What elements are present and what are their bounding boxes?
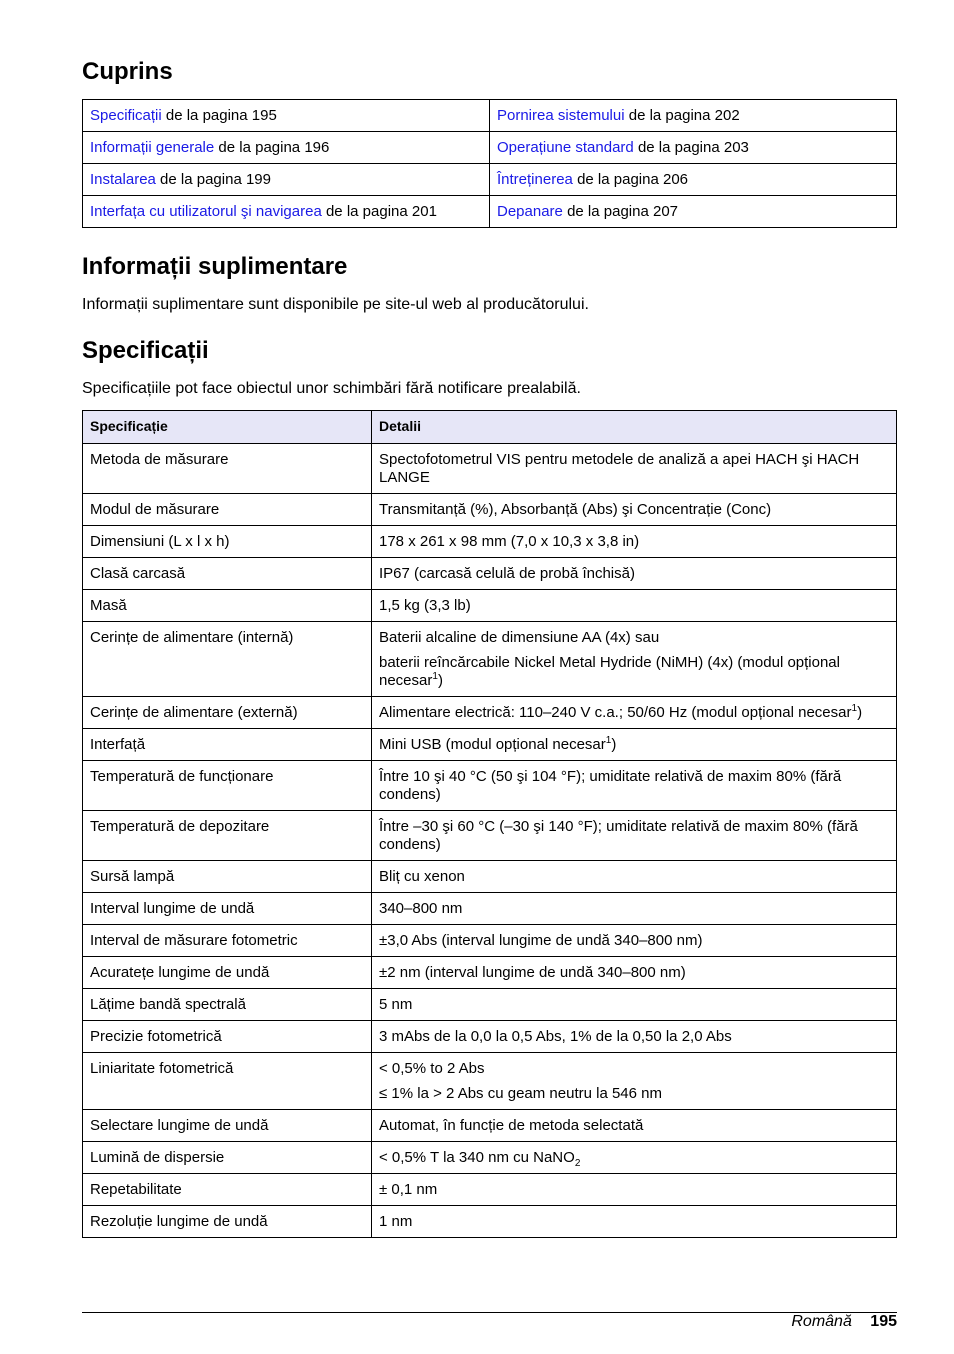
spec-detail-text: 3 mAbs de la 0,0 la 0,5 Abs, 1% de la 0,50 la 2,0 Abs <box>379 1028 732 1045</box>
spec-label: Metoda de măsurare <box>83 444 372 494</box>
toc-page-prefix: de la pagina <box>218 139 301 156</box>
spec-detail <box>372 761 897 811</box>
toc-cell <box>83 132 490 164</box>
info-title: Informații suplimentare <box>82 253 348 280</box>
spec-label: Cerințe de alimentare (externă) <box>83 697 372 729</box>
spec-detail <box>372 697 897 729</box>
spec-detail <box>372 893 897 925</box>
spec-detail <box>372 558 897 590</box>
toc-page-number: 196 <box>304 139 330 156</box>
spec-label: Acuratețe lungime de undă <box>83 957 372 989</box>
spec-detail-text: < 0,5% T la 340 nm cu NaNO <box>379 1149 575 1166</box>
spec-row <box>83 1174 897 1206</box>
spec-detail-text: 178 x 261 x 98 mm (7,0 x 10,3 x 3,8 in) <box>379 533 640 550</box>
toc-page-number: 201 <box>411 203 437 220</box>
spec-detail-text: Mini USB (modul opțional necesar <box>379 736 606 753</box>
spec-label: Cerințe de alimentare (internă) <box>83 622 372 697</box>
footer <box>791 1313 897 1331</box>
spec-header-detalii: Detalii <box>372 411 897 444</box>
toc-cell <box>490 196 897 228</box>
spec-row <box>83 558 897 590</box>
spec-row <box>83 590 897 622</box>
spec-detail-text: Între 10 şi 40 °C (50 şi 104 °F); umiditate relativă de maxim 80% (fără condens) <box>379 768 842 803</box>
spec-detail <box>372 957 897 989</box>
spec-detail-line <box>379 996 889 1014</box>
spec-detail-text: 5 nm <box>379 996 413 1013</box>
toc-page-prefix: de la pagina <box>628 107 711 124</box>
spec-label: Selectare lungime de undă <box>83 1110 372 1142</box>
spec-detail <box>372 729 897 761</box>
spec-detail-text: 1,5 kg (3,3 lb) <box>379 597 471 614</box>
toc-table <box>82 99 897 228</box>
toc-page-prefix: de la pagina <box>637 139 720 156</box>
toc-cell <box>490 164 897 196</box>
spec-row <box>83 861 897 893</box>
spec-detail-line <box>379 1213 889 1231</box>
spec-detail-text: Automat, în funcție de metoda selectată <box>379 1117 644 1134</box>
spec-detail <box>372 861 897 893</box>
toc-row <box>83 196 897 228</box>
spec-detail-line <box>379 736 889 754</box>
spec-label: Dimensiuni (L x l x h) <box>83 526 372 558</box>
spec-detail <box>372 811 897 861</box>
spec-detail <box>372 1110 897 1142</box>
spec-label: Temperatură de funcționare <box>83 761 372 811</box>
toc-cell <box>490 100 897 132</box>
toc-row <box>83 132 897 164</box>
spec-row <box>83 989 897 1021</box>
toc-title: Cuprins <box>82 58 173 85</box>
spec-detail-tail: ) <box>857 704 863 721</box>
spec-detail-text: Alimentare electrică: 110–240 V c.a.; 50/60 Hz (modul opțional necesar <box>379 704 852 721</box>
spec-label: Repetabilitate <box>83 1174 372 1206</box>
spec-detail-text: Transmitanță (%), Absorbanță (Abs) şi Concentrație (Conc) <box>379 501 772 518</box>
toc-page-number: 203 <box>723 139 749 156</box>
spec-detail-line <box>379 1117 889 1135</box>
spec-detail-line <box>379 704 889 722</box>
spec-row <box>83 1110 897 1142</box>
spec-row <box>83 893 897 925</box>
spec-detail-tail: ) <box>437 672 443 689</box>
spec-detail <box>372 444 897 494</box>
spec-detail-line <box>379 1028 889 1046</box>
toc-page-number: 199 <box>245 171 271 188</box>
spec-row <box>83 697 897 729</box>
spec-label: Interval de măsurare fotometric <box>83 925 372 957</box>
spec-detail-line <box>379 818 889 854</box>
spec-intro: Specificațiile pot face obiectul unor schimbări fără notificare prealabilă. <box>82 380 581 397</box>
spec-label: Sursă lampă <box>83 861 372 893</box>
spec-row <box>83 1053 897 1110</box>
footnote-marker: 1 <box>432 671 438 682</box>
toc-link[interactable]: Pornirea sistemului <box>497 107 625 124</box>
spec-label: Interfață <box>83 729 372 761</box>
spec-label: Clasă carcasă <box>83 558 372 590</box>
spec-detail-text: < 0,5% to 2 Abs <box>379 1060 485 1077</box>
toc-link[interactable]: Specificații <box>90 107 162 124</box>
toc-link[interactable]: Informații generale <box>90 139 215 156</box>
spec-detail-text: Bliț cu xenon <box>379 868 465 885</box>
footer-page-number: 195 <box>870 1313 897 1330</box>
spec-row <box>83 1142 897 1174</box>
spec-detail <box>372 1174 897 1206</box>
spec-row <box>83 729 897 761</box>
spec-detail-text: Între –30 şi 60 °C (–30 şi 140 °F); umiditate relativă de maxim 80% (fără condens) <box>379 818 858 853</box>
spec-detail-text: baterii reîncărcabile Nickel Metal Hydride (NiMH) (4x) (modul opțional necesar <box>379 654 840 689</box>
toc-page-number: 202 <box>714 107 740 124</box>
spec-detail <box>372 526 897 558</box>
spec-detail <box>372 622 897 697</box>
spec-row <box>83 761 897 811</box>
toc-link[interactable]: Interfața cu utilizatorul şi navigarea <box>90 203 322 220</box>
spec-detail <box>372 1142 897 1174</box>
spec-header-specificatie: Specificație <box>83 411 372 444</box>
toc-page-number: 195 <box>251 107 277 124</box>
toc-cell <box>83 196 490 228</box>
spec-detail-line <box>379 565 889 583</box>
footer-language: Română <box>791 1313 852 1330</box>
toc-page-prefix: de la pagina <box>325 203 408 220</box>
spec-label: Precizie fotometrică <box>83 1021 372 1053</box>
spec-detail-line <box>379 597 889 615</box>
spec-detail-line <box>379 1181 889 1199</box>
spec-detail-line <box>379 1060 889 1078</box>
toc-link[interactable]: Întreținerea <box>497 171 573 188</box>
spec-table <box>82 410 897 1238</box>
spec-row <box>83 622 897 697</box>
spec-detail <box>372 1021 897 1053</box>
spec-row <box>83 925 897 957</box>
footnote-marker: 1 <box>605 735 612 746</box>
spec-row <box>83 1206 897 1238</box>
spec-detail-line <box>379 629 889 647</box>
spec-detail <box>372 1206 897 1238</box>
toc-page-prefix: de la pagina <box>165 107 248 124</box>
spec-label: Interval lungime de undă <box>83 893 372 925</box>
info-text: Informații suplimentare sunt disponibile pe site-ul web al producătorului. <box>82 296 589 313</box>
toc-page-prefix: de la pagina <box>567 203 649 220</box>
spec-label: Liniaritate fotometrică <box>83 1053 372 1110</box>
spec-detail <box>372 925 897 957</box>
toc-page-prefix: de la pagina <box>160 171 242 188</box>
spec-label: Lumină de dispersie <box>83 1142 372 1174</box>
spec-row <box>83 957 897 989</box>
spec-detail-text: ±3,0 Abs (interval lungime de undă 340–800 nm) <box>379 932 703 949</box>
spec-label: Temperatură de depozitare <box>83 811 372 861</box>
spec-detail-text: ±2 nm (interval lungime de undă 340–800 nm) <box>379 964 686 981</box>
spec-detail-line <box>379 501 889 519</box>
spec-label: Masă <box>83 590 372 622</box>
toc-page-number: 206 <box>662 171 689 188</box>
toc-cell <box>83 164 490 196</box>
spec-detail-text: IP67 (carcasă celulă de probă închisă) <box>379 565 635 582</box>
spec-detail <box>372 989 897 1021</box>
spec-row <box>83 1021 897 1053</box>
toc-page-prefix: de la pagina <box>577 171 659 188</box>
spec-detail <box>372 590 897 622</box>
toc-link[interactable]: Operațiune standard <box>497 139 634 156</box>
spec-title: Specificații <box>82 337 209 364</box>
spec-detail-line <box>379 768 889 804</box>
toc-cell <box>490 132 897 164</box>
spec-row <box>83 811 897 861</box>
spec-detail-line <box>379 964 889 982</box>
toc-link[interactable]: Depanare <box>497 203 563 220</box>
toc-page-number: 207 <box>652 203 679 220</box>
spec-header-row <box>83 411 897 444</box>
toc-row <box>83 100 897 132</box>
toc-cell <box>83 100 490 132</box>
spec-detail-text: 340–800 nm <box>379 900 463 917</box>
spec-detail-tail: ) <box>611 736 617 753</box>
spec-detail-line <box>379 654 889 690</box>
spec-label: Lățime bandă spectrală <box>83 989 372 1021</box>
spec-detail-text: Spectofotometrul VIS pentru metodele de analiză a apei HACH şi HACH LANGE <box>379 451 860 486</box>
spec-detail-text: ≤ 1% la > 2 Abs cu geam neutru la 546 nm <box>379 1085 662 1102</box>
spec-detail-line <box>379 533 889 551</box>
subscript: 2 <box>574 1158 581 1169</box>
spec-detail-line <box>379 932 889 950</box>
spec-row <box>83 494 897 526</box>
spec-detail-line <box>379 451 889 487</box>
spec-detail <box>372 1053 897 1110</box>
spec-detail <box>372 494 897 526</box>
spec-detail-line <box>379 868 889 886</box>
spec-label: Modul de măsurare <box>83 494 372 526</box>
spec-detail-text: ± 0,1 nm <box>379 1181 438 1198</box>
spec-detail-line <box>379 1085 889 1103</box>
toc-row <box>83 164 897 196</box>
toc-link[interactable]: Instalarea <box>90 171 156 188</box>
spec-label: Rezoluție lungime de undă <box>83 1206 372 1238</box>
spec-detail-line <box>379 900 889 918</box>
spec-detail-line <box>379 1149 889 1167</box>
spec-row <box>83 526 897 558</box>
footer-rule <box>82 1312 897 1313</box>
spec-detail-text: 1 nm <box>379 1213 413 1230</box>
spec-detail-text: Baterii alcaline de dimensiune AA (4x) sau <box>379 629 660 646</box>
footnote-marker: 1 <box>851 703 858 714</box>
spec-row <box>83 444 897 494</box>
